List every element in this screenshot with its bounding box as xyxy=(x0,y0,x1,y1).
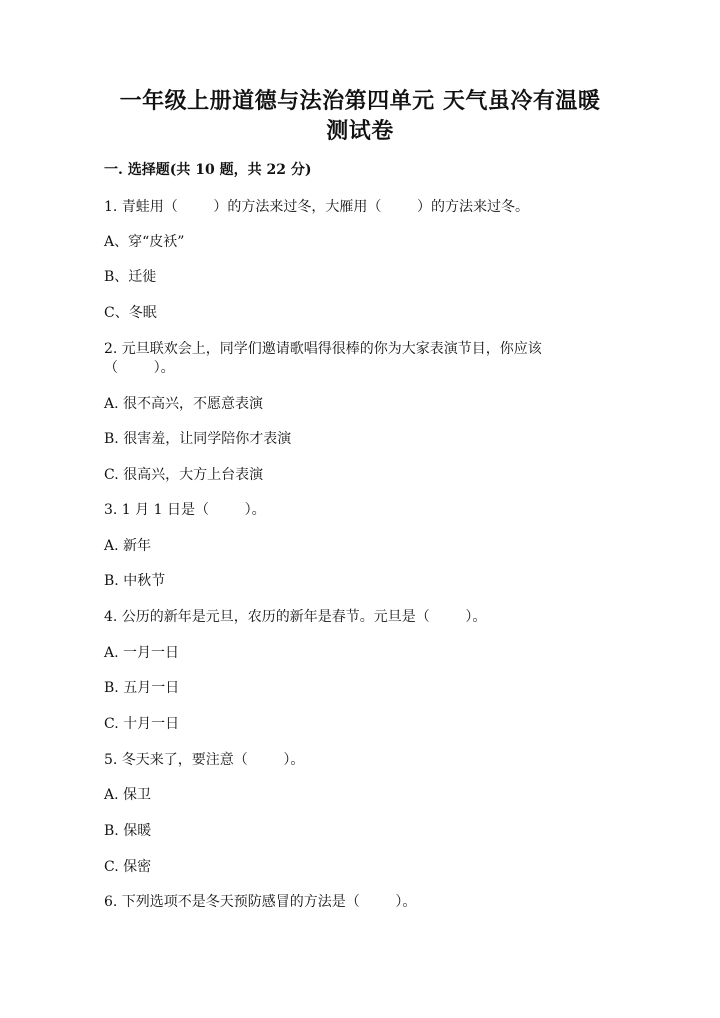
question-5-option-c: C. 保密 xyxy=(104,859,152,875)
question-3-stem: 3. 1 月 1 日是（ ）。 xyxy=(104,502,266,518)
question-1-option-c: C、冬眠 xyxy=(104,305,157,321)
question-5-option-a: A. 保卫 xyxy=(104,787,152,803)
question-3-option-b: B. 中秋节 xyxy=(104,573,166,589)
question-1-option-b: B、迁徙 xyxy=(104,269,157,285)
question-4-stem: 4. 公历的新年是元旦，农历的新年是春节。元旦是（ ）。 xyxy=(104,609,487,625)
question-5-option-b: B. 保暖 xyxy=(104,823,152,839)
question-2-stem: 2. 元旦联欢会上，同学们邀请歌唱得很棒的你为大家表演节目，你应该 xyxy=(104,341,542,357)
question-1-option-a: A、穿“皮袄” xyxy=(104,234,185,250)
question-4-option-c: C. 十月一日 xyxy=(104,716,180,732)
question-2-stem-continued: （ ）。 xyxy=(104,360,175,376)
question-5-stem: 5. 冬天来了，要注意（ ）。 xyxy=(104,752,305,768)
question-2-option-c: C. 很高兴，大方上台表演 xyxy=(104,467,264,483)
question-4-option-a: A. 一月一日 xyxy=(104,645,180,661)
question-1-stem: 1. 青蛙用（ ）的方法来过冬，大雁用（ ）的方法来过冬。 xyxy=(104,199,530,215)
exam-title-line-2: 测试卷 xyxy=(326,118,394,144)
question-4-option-b: B. 五月一日 xyxy=(104,680,180,696)
exam-title-line-1: 一年级上册道德与法治第四单元 天气虽冷有温暖 xyxy=(119,88,601,114)
question-6-stem: 6. 下列选项不是冬天预防感冒的方法是（ ）。 xyxy=(104,894,417,910)
question-2-option-b: B. 很害羞，让同学陪你才表演 xyxy=(104,431,292,447)
section-heading: 一. 选择题(共 10 题，共 22 分) xyxy=(104,162,312,178)
question-2-option-a: A. 很不高兴，不愿意表演 xyxy=(104,396,264,412)
question-3-option-a: A. 新年 xyxy=(104,538,152,554)
